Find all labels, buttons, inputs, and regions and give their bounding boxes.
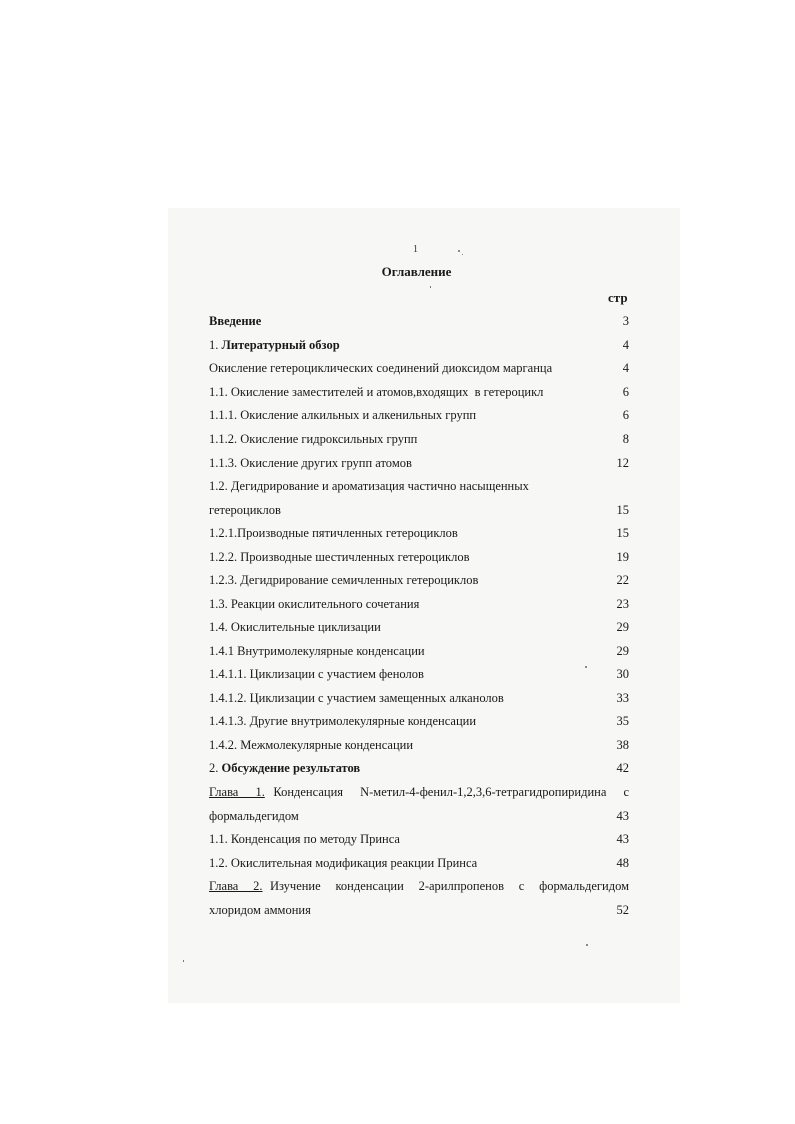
toc-entry — [209, 664, 629, 684]
toc-entry — [209, 476, 629, 496]
toc-entry-text: 1.4.1.1. Циклизации с участием фенолов — [209, 667, 424, 681]
toc-entry-page: 35 — [616, 714, 629, 728]
toc-entry-text: Изучение конденсации 2-арилпропенов с формальдегидом — [269, 879, 629, 893]
toc-entry — [209, 711, 629, 731]
toc-entry-text: Конденсация N-метил-4-фенил-1,2,3,6-тетрагидропиридина с — [273, 785, 630, 799]
scan-speck — [462, 254, 463, 255]
toc-entry-text: формальдегидом — [209, 809, 299, 823]
page-column-header: стр — [608, 290, 628, 305]
toc-entry — [209, 641, 629, 661]
toc-entry-text: 1.1.3. Окисление других групп атомов — [209, 456, 412, 470]
toc-entry — [209, 311, 629, 331]
toc-entry-page: 48 — [616, 856, 629, 870]
toc-entry — [209, 617, 629, 637]
toc-entry-page: 4 — [622, 361, 629, 375]
page-number: 1 — [413, 244, 418, 255]
toc-entry — [209, 358, 629, 378]
toc-entry-page: 8 — [622, 432, 629, 446]
toc-entry-page: 15 — [616, 503, 629, 517]
toc-entry-text: 1.4.1.2. Циклизации с участием замещенных алканолов — [209, 691, 504, 705]
toc-entry — [209, 500, 629, 520]
toc-entry — [209, 429, 629, 449]
toc-entry-text: 1.2.1.Производные пятичленных гетероциклов — [209, 526, 458, 540]
toc-entry-page: 38 — [616, 738, 629, 752]
toc-entry — [209, 335, 629, 355]
toc-entry-page: 3 — [622, 314, 629, 328]
toc-entry-text: 1.2.3. Дегидрирование семичленных гетероциклов — [209, 573, 479, 587]
toc-entry-page: 43 — [616, 809, 629, 823]
toc-entry — [209, 876, 629, 896]
toc-entry — [209, 453, 629, 473]
toc-entry-text: Обсуждение результатов — [221, 761, 361, 775]
toc-entry-page: 6 — [622, 385, 629, 399]
toc-entry-text: 1.4.2. Межмолекулярные конденсации — [209, 738, 414, 752]
toc-entry-page: 52 — [616, 903, 629, 917]
toc-entry — [209, 688, 629, 708]
toc-entry — [209, 594, 629, 614]
toc-entry-text: 1.1. Конденсация по методу Принса — [209, 832, 400, 846]
toc-entry-text: 1.2. Окислительная модификация реакции Принса — [209, 856, 478, 870]
scan-speck — [183, 960, 184, 962]
toc-entry-page: 33 — [616, 691, 629, 705]
scan-speck — [458, 250, 460, 252]
toc-entry-page: 12 — [616, 456, 629, 470]
toc-entry — [209, 570, 629, 590]
chapter-label: Глава 1. — [209, 785, 265, 799]
toc-entry-text: 1.4.1.3. Другие внутримолекулярные конденсации — [209, 714, 477, 728]
toc-entry — [209, 547, 629, 567]
toc-entry-page: 22 — [616, 573, 629, 587]
scan-speck — [586, 944, 588, 946]
toc-entry-number: 1. — [209, 338, 219, 352]
toc-entry-page: 15 — [616, 526, 629, 540]
toc-entry — [209, 758, 629, 778]
toc-entry-text: 1.4. Окислительные циклизации — [209, 620, 381, 634]
toc-entry-page: 23 — [616, 597, 629, 611]
toc-entry-page: 4 — [622, 338, 629, 352]
toc-entry — [209, 735, 629, 755]
toc-entry — [209, 900, 629, 920]
toc-entry-page: 30 — [616, 667, 629, 681]
toc-entry-page: 29 — [616, 644, 629, 658]
toc-entry — [209, 853, 629, 873]
toc-entry-text: 1.3. Реакции окислительного сочетания — [209, 597, 420, 611]
toc-entry — [209, 382, 629, 402]
toc-entry-page: 43 — [616, 832, 629, 846]
toc-entry-text: гетероциклов — [209, 503, 281, 517]
toc-entry-text: 1.2.2. Производные шестичленных гетероциклов — [209, 550, 470, 564]
toc-entry-text: 1.1.1. Окисление алкильных и алкенильных групп — [209, 408, 477, 422]
toc-entry-text: Литературный обзор — [221, 338, 340, 352]
toc-entry-text: 1.1.2. Окисление гидроксильных групп — [209, 432, 418, 446]
toc-entry — [209, 523, 629, 543]
toc-entry-text: 1.2. Дегидрирование и ароматизация частично насыщенных — [209, 479, 529, 493]
chapter-label: Глава 2. — [209, 879, 263, 893]
toc-entry-text: 1.1. Окисление заместителей и атомов,входящих в гетероцикл — [209, 385, 544, 399]
toc-entry — [209, 829, 629, 849]
toc-entry-page: 42 — [616, 761, 629, 775]
toc-entry-number: 2. — [209, 761, 219, 775]
toc-entry — [209, 806, 629, 826]
toc-entry — [209, 782, 629, 802]
scan-speck — [430, 286, 431, 288]
toc-entry-text: Окисление гетероциклических соединений диоксидом марганца — [209, 361, 553, 375]
toc-entry-page: 6 — [622, 408, 629, 422]
toc-entry-page: 19 — [616, 550, 629, 564]
toc-entry-text: 1.4.1 Внутримолекулярные конденсации — [209, 644, 425, 658]
toc-entry-text: Введение — [209, 314, 262, 328]
toc-entry-text: хлоридом аммония — [209, 903, 311, 917]
toc-entry — [209, 405, 629, 425]
page-title: Оглавление — [381, 264, 452, 279]
toc-entry-page: 29 — [616, 620, 629, 634]
